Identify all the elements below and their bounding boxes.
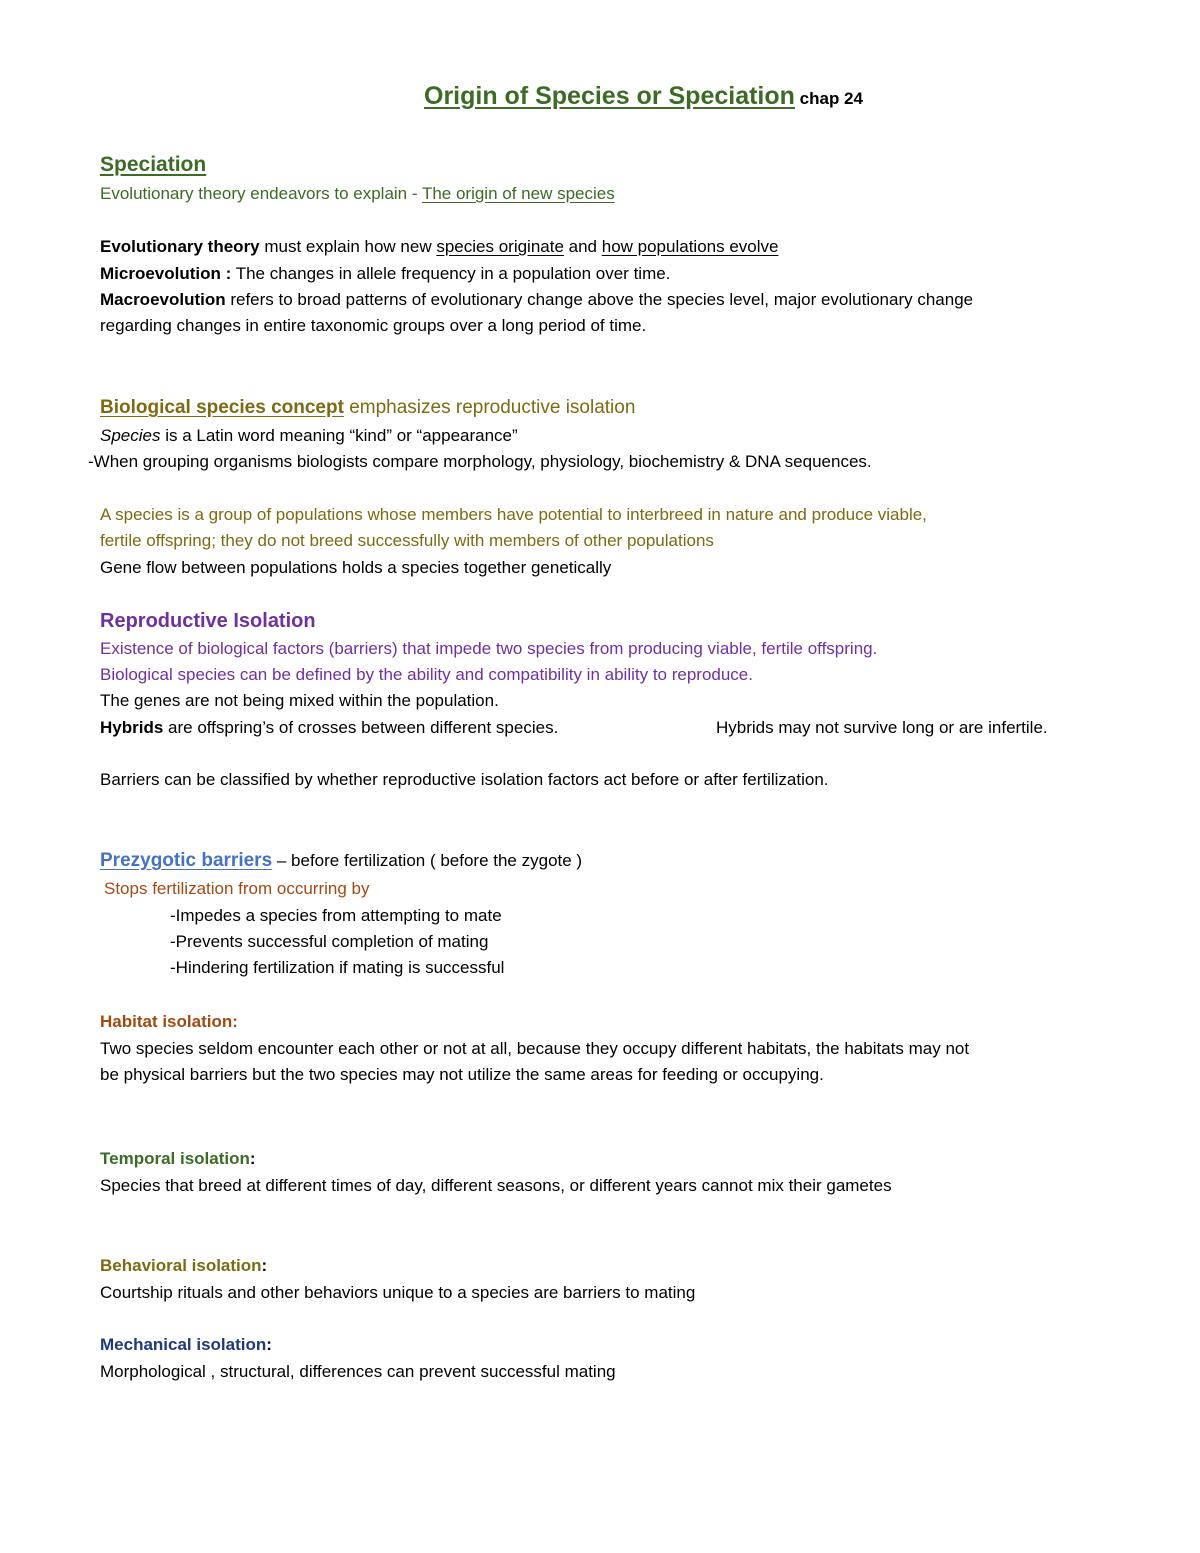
behavioral-line: Courtship rituals and other behaviors unique to a species are barriers to mating [100,1283,696,1302]
repro-heading: Reproductive Isolation [100,610,316,632]
title-main: Origin of Species or Speciation [424,82,795,110]
bsc-heading: Biological species concept emphasizes reproductive isolation [100,397,636,418]
macroevolution-line-1: Macroevolution refers to broad patterns of evolutionary change above the species level, major evolutionary change [100,290,974,309]
behavioral-heading: Behavioral isolation: [100,1256,268,1275]
page-title [424,84,863,109]
temporal-line: Species that breed at different times of day, different seasons, or different years cannot mix their gametes [100,1176,892,1195]
evolutionary-theory-line: Evolutionary theory must explain how new species originate and how populations evolve [100,237,779,256]
species-definition-2: fertile offspring; they do not breed successfully with members of other populations [100,531,714,550]
speciation-line: Evolutionary theory endeavors to explain - The origin of new species [100,184,615,203]
stops-line: Stops fertilization from occurring by [104,879,370,898]
prezygotic-heading: Prezygotic barriers – before fertilization ( before the zygote ) [100,850,583,871]
title-suffix: chap 24 [799,89,863,108]
macroevolution-line-2: regarding changes in entire taxonomic groups over a long period of time. [100,316,647,335]
temporal-heading: Temporal isolation: [100,1149,256,1168]
repro-line-2: Biological species can be defined by the ability and compatibility in ability to reproduce. [100,665,753,684]
repro-line-3: The genes are not being mixed within the population. [100,691,499,710]
mechanical-line: Morphological , structural, differences can prevent successful mating [100,1362,616,1381]
latin-line: Species is a Latin word meaning “kind” or “appearance” [100,426,518,445]
hybrids-right: Hybrids may not survive long or are infertile. [716,718,1048,737]
prezygotic-item: -Impedes a species from attempting to mate [170,906,502,925]
speciation-heading: Speciation [100,153,207,176]
hybrids-line: Hybrids are offspring’s of crosses between different species. [100,718,559,737]
habitat-line-2: be physical barriers but the two species may not utilize the same areas for feeding or occupying. [100,1065,824,1084]
prezygotic-item: -Hindering fertilization if mating is successful [170,958,505,977]
gene-flow-line: Gene flow between populations holds a species together genetically [100,558,612,577]
origin-link-text: The origin of new species [421,184,615,203]
barriers-line: Barriers can be classified by whether reproductive isolation factors act before or after fertilization. [100,770,829,789]
prezygotic-item: -Prevents successful completion of mating [170,932,489,951]
species-definition-1: A species is a group of populations whose members have potential to interbreed in nature and produce viable, [100,505,927,524]
grouping-line: -When grouping organisms biologists compare morphology, physiology, biochemistry & DNA sequences. [88,452,872,471]
habitat-line-1: Two species seldom encounter each other or not at all, because they occupy different habitats, the habitats may not [100,1039,970,1058]
habitat-heading: Habitat isolation: [100,1012,238,1031]
repro-line-1: Existence of biological factors (barriers) that impede two species from producing viable, fertile offspring. [100,639,878,658]
microevolution-line: Microevolution : The changes in allele frequency in a population over time. [100,264,671,283]
mechanical-heading: Mechanical isolation: [100,1335,272,1354]
